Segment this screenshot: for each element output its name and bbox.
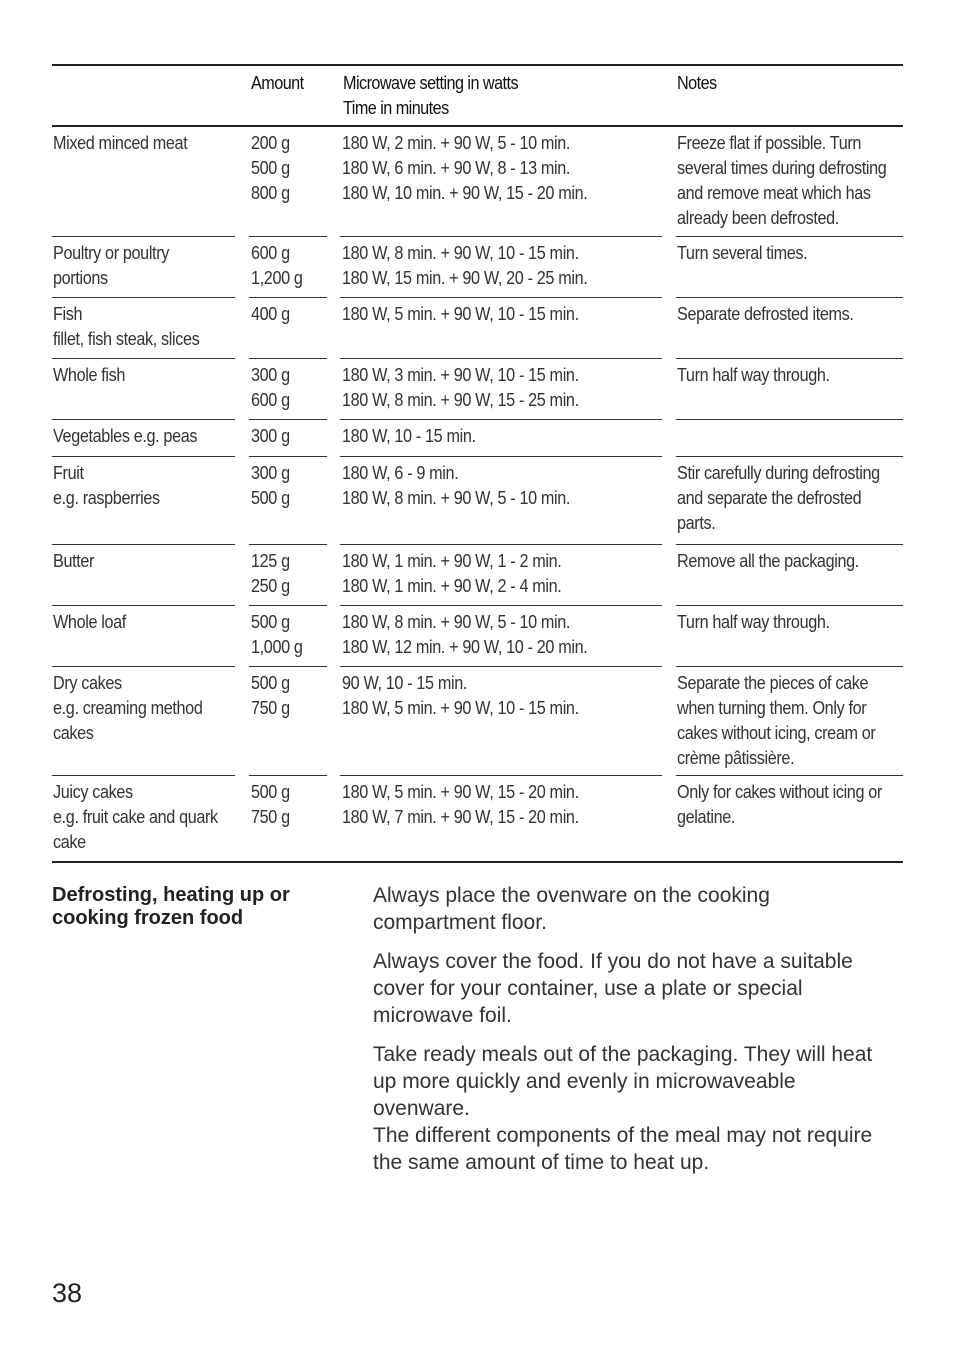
table-row — [52, 776, 903, 861]
amount-cell-line: 1,200 g — [251, 268, 303, 288]
notes-cell-line: and remove meat which has — [677, 183, 871, 203]
section-heading-line: Defrosting, heating up or — [52, 884, 290, 906]
notes-cell-line: crème pâtissière. — [677, 748, 795, 768]
amount-cell-line: 300 g — [251, 426, 290, 446]
table-header — [52, 66, 903, 125]
notes-cell — [677, 549, 903, 574]
notes-cell-line: Freeze flat if possible. Turn — [677, 133, 862, 153]
food-cell — [53, 610, 243, 635]
food-cell-line: Whole fish — [53, 365, 126, 385]
amount-cell — [251, 131, 331, 206]
table-row — [52, 127, 903, 237]
paragraph-line: up more quickly and evenly in microwaveable — [373, 1070, 796, 1093]
header-setting: Microwave setting in watts — [343, 73, 519, 93]
setting-cell — [342, 131, 672, 206]
setting-cell-line: 180 W, 5 min. + 90 W, 15 - 20 min. — [342, 782, 579, 802]
table-row — [52, 298, 903, 359]
food-cell-line: Fish — [53, 304, 83, 324]
paragraph-line: cover for your container, use a plate or special — [373, 977, 803, 1000]
notes-cell — [677, 671, 903, 771]
amount-cell — [251, 424, 331, 449]
food-cell-line: Butter — [53, 551, 95, 571]
amount-cell-line: 500 g — [251, 782, 290, 802]
table-row — [52, 237, 903, 298]
amount-cell — [251, 363, 331, 413]
notes-cell-line: Turn several times. — [677, 243, 808, 263]
setting-cell-line: 180 W, 1 min. + 90 W, 1 - 2 min. — [342, 551, 562, 571]
amount-cell-line: 500 g — [251, 488, 290, 508]
paragraph-line: Always place the ovenware on the cooking — [373, 884, 770, 907]
setting-cell-line: 180 W, 7 min. + 90 W, 15 - 20 min. — [342, 807, 579, 827]
setting-cell-line: 180 W, 15 min. + 90 W, 20 - 25 min. — [342, 268, 588, 288]
table-row — [52, 359, 903, 420]
food-cell — [53, 671, 243, 746]
paragraph-line: ovenware. — [373, 1097, 470, 1120]
notes-cell-line: and separate the defrosted — [677, 488, 862, 508]
setting-cell — [342, 671, 672, 721]
setting-cell-line: 180 W, 6 min. + 90 W, 8 - 13 min. — [342, 158, 571, 178]
food-cell-line: e.g. creaming method — [53, 698, 203, 718]
setting-cell — [342, 302, 672, 327]
notes-cell-line: gelatine. — [677, 807, 736, 827]
setting-cell-line: 180 W, 3 min. + 90 W, 10 - 15 min. — [342, 365, 579, 385]
food-cell-line: portions — [53, 268, 108, 288]
paragraph-line: Always cover the food. If you do not have a suitable — [373, 950, 853, 973]
amount-cell — [251, 461, 331, 511]
header-time: Time in minutes — [343, 98, 449, 118]
notes-cell — [677, 610, 903, 635]
notes-cell-line: Only for cakes without icing or — [677, 782, 882, 802]
paragraph-line: microwave foil. — [373, 1004, 512, 1027]
notes-cell — [677, 780, 903, 830]
food-cell — [53, 241, 243, 291]
notes-cell — [677, 302, 903, 327]
setting-cell — [342, 424, 672, 449]
food-cell-line: Mixed minced meat — [53, 133, 188, 153]
amount-cell-line: 500 g — [251, 673, 290, 693]
amount-cell-line: 600 g — [251, 243, 290, 263]
amount-cell-line: 600 g — [251, 390, 290, 410]
amount-cell — [251, 671, 331, 721]
amount-cell-line: 250 g — [251, 576, 290, 596]
setting-cell-line: 180 W, 10 min. + 90 W, 15 - 20 min. — [342, 183, 588, 203]
setting-cell-line: 180 W, 8 min. + 90 W, 5 - 10 min. — [342, 488, 571, 508]
instruction-paragraph — [373, 948, 913, 1029]
amount-cell — [251, 610, 331, 660]
table-row — [52, 457, 903, 545]
amount-cell — [251, 241, 331, 291]
notes-cell-line: Turn half way through. — [677, 365, 830, 385]
setting-cell-line: 180 W, 6 - 9 min. — [342, 463, 459, 483]
food-cell-line: Fruit — [53, 463, 84, 483]
setting-cell-line: 180 W, 1 min. + 90 W, 2 - 4 min. — [342, 576, 562, 596]
setting-cell-line: 180 W, 5 min. + 90 W, 10 - 15 min. — [342, 698, 579, 718]
food-cell — [53, 549, 243, 574]
food-cell — [53, 461, 243, 511]
table-row — [52, 545, 903, 606]
notes-cell — [677, 461, 903, 536]
notes-cell-line: Separate defrosted items. — [677, 304, 854, 324]
setting-cell-line: 180 W, 5 min. + 90 W, 10 - 15 min. — [342, 304, 579, 324]
amount-cell-line: 500 g — [251, 612, 290, 632]
paragraph-line: Take ready meals out of the packaging. They will heat — [373, 1043, 873, 1066]
notes-cell — [677, 241, 903, 266]
table-bottom-rule — [52, 861, 903, 863]
amount-cell — [251, 780, 331, 830]
table-row — [52, 606, 903, 667]
amount-cell-line: 750 g — [251, 698, 290, 718]
setting-cell — [342, 549, 672, 599]
amount-cell-line: 800 g — [251, 183, 290, 203]
food-cell-line: Vegetables e.g. peas — [53, 426, 198, 446]
amount-cell-line: 125 g — [251, 551, 290, 571]
setting-cell-line: 90 W, 10 - 15 min. — [342, 673, 467, 693]
food-cell — [53, 131, 243, 156]
notes-cell-line: Separate the pieces of cake — [677, 673, 869, 693]
food-cell — [53, 424, 243, 449]
setting-cell-line: 180 W, 8 min. + 90 W, 15 - 25 min. — [342, 390, 579, 410]
table-row — [52, 667, 903, 776]
amount-cell-line: 750 g — [251, 807, 290, 827]
section-heading-line: cooking frozen food — [52, 907, 244, 929]
notes-cell-line: Remove all the packaging. — [677, 551, 859, 571]
food-cell-line: cake — [53, 832, 86, 852]
notes-cell — [677, 363, 903, 388]
header-notes: Notes — [677, 73, 717, 93]
setting-cell — [342, 610, 672, 660]
notes-cell-line: cakes without icing, cream or — [677, 723, 876, 743]
food-cell-line: Poultry or poultry — [53, 243, 169, 263]
food-cell-line: Dry cakes — [53, 673, 122, 693]
table-body — [52, 127, 903, 861]
instruction-paragraph — [373, 882, 913, 936]
setting-cell — [342, 461, 672, 511]
amount-cell-line: 500 g — [251, 158, 290, 178]
table-row — [52, 420, 903, 457]
food-cell-line: Whole loaf — [53, 612, 126, 632]
food-cell — [53, 780, 243, 855]
amount-cell-line: 200 g — [251, 133, 290, 153]
amount-cell — [251, 302, 331, 327]
food-cell-line: e.g. raspberries — [53, 488, 160, 508]
food-cell — [53, 302, 243, 352]
notes-cell-line: Stir carefully during defrosting — [677, 463, 880, 483]
amount-cell-line: 400 g — [251, 304, 290, 324]
setting-cell-line: 180 W, 2 min. + 90 W, 5 - 10 min. — [342, 133, 571, 153]
paragraph-line: compartment floor. — [373, 911, 547, 934]
page-number: 38 — [52, 1278, 83, 1308]
food-cell-line: e.g. fruit cake and quark — [53, 807, 218, 827]
setting-cell-line: 180 W, 8 min. + 90 W, 10 - 15 min. — [342, 243, 579, 263]
notes-cell-line: several times during defrosting — [677, 158, 887, 178]
notes-cell-line: when turning them. Only for — [677, 698, 867, 718]
notes-cell-line: already been defrosted. — [677, 208, 839, 228]
setting-cell — [342, 241, 672, 291]
amount-cell-line: 300 g — [251, 463, 290, 483]
amount-cell-line: 1,000 g — [251, 637, 303, 657]
food-cell-line: Juicy cakes — [53, 782, 133, 802]
section-heading — [52, 884, 352, 930]
setting-cell — [342, 780, 672, 830]
setting-cell-line: 180 W, 12 min. + 90 W, 10 - 20 min. — [342, 637, 588, 657]
setting-cell — [342, 363, 672, 413]
amount-cell-line: 300 g — [251, 365, 290, 385]
notes-cell — [677, 131, 903, 231]
section-body — [373, 882, 913, 1188]
instruction-paragraph — [373, 1041, 913, 1176]
notes-cell-line: parts. — [677, 513, 716, 533]
food-cell-line: cakes — [53, 723, 94, 743]
notes-cell-line: Turn half way through. — [677, 612, 830, 632]
setting-cell-line: 180 W, 10 - 15 min. — [342, 426, 476, 446]
paragraph-line: The different components of the meal may not require — [373, 1124, 873, 1147]
food-cell — [53, 363, 243, 388]
header-amount: Amount — [251, 73, 304, 93]
amount-cell — [251, 549, 331, 599]
paragraph-line: the same amount of time to heat up. — [373, 1151, 710, 1174]
food-cell-line: fillet, fish steak, slices — [53, 329, 200, 349]
setting-cell-line: 180 W, 8 min. + 90 W, 5 - 10 min. — [342, 612, 571, 632]
